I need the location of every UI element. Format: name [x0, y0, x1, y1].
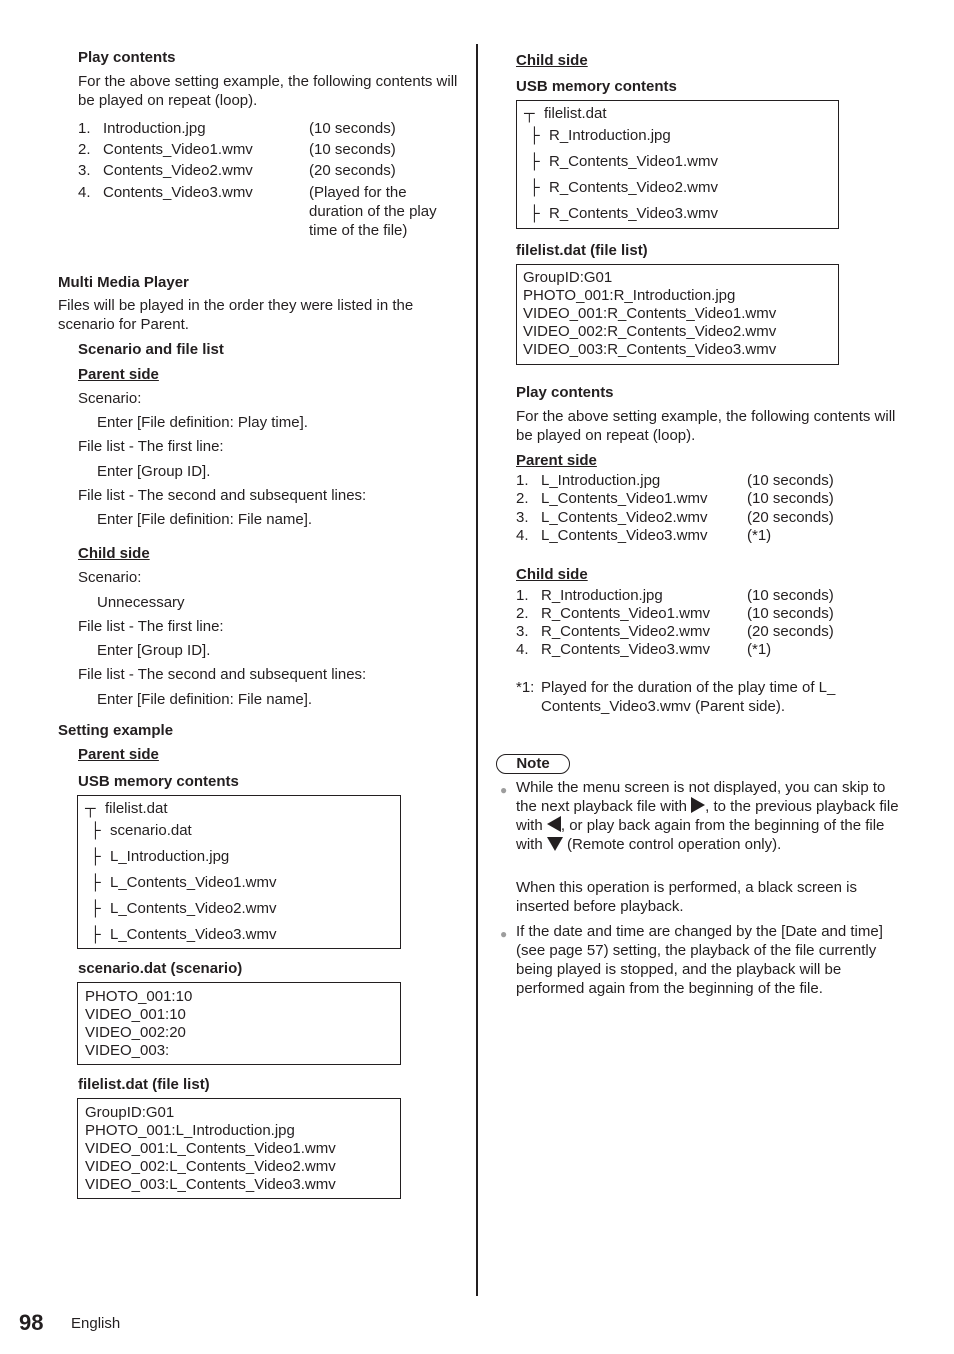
tree-root [85, 799, 168, 819]
item-value: (*1) [747, 641, 772, 658]
play-next-icon [691, 797, 705, 813]
setting-parent-side-label: Parent side [78, 746, 159, 763]
column-divider [476, 44, 478, 1296]
note-bullet-1: ● [500, 783, 508, 797]
right-play-contents-intro: For the above setting example, the following contents will be played on repeat (loop). [516, 408, 896, 444]
tree-branch-icon: ├ [90, 900, 101, 917]
child-side-label: Child side [78, 545, 150, 562]
mmp-intro: Files will be played in the order they were listed in the scenario for Parent. [58, 297, 414, 333]
filelist-line: VIDEO_001:L_Contents_Video1.wmv [85, 1140, 336, 1157]
item-number: 3. [516, 623, 529, 640]
scenario-dat-heading: scenario.dat (scenario) [78, 960, 243, 977]
parent-filelist-first-label: File list - The first line: [78, 438, 224, 455]
note-1-part-d: (Remote control operation only). [567, 836, 782, 853]
item-value: (20 seconds) [747, 509, 834, 526]
filelist-line: VIDEO_003:L_Contents_Video3.wmv [85, 1176, 336, 1193]
tree-item-label: R_Introduction.jpg [549, 127, 671, 144]
tree-item [529, 178, 718, 198]
parent-scenario-desc: Enter [File definition: Play time]. [97, 414, 308, 431]
parent-filelist-second-desc: Enter [File definition: File name]. [97, 511, 313, 528]
filelist-line: GroupID:G01 [85, 1104, 175, 1121]
child-filelist-first-label: File list - The first line: [78, 618, 224, 635]
tree-item-label: R_Contents_Video1.wmv [549, 153, 718, 170]
parent-scenario-label: Scenario: [78, 390, 142, 407]
filelist-line: PHOTO_001:R_Introduction.jpg [523, 287, 736, 304]
tree-branch-icon: ├ [90, 848, 101, 865]
play-contents-intro: For the above setting example, the following contents will be played on repeat (loop). [78, 73, 458, 109]
tree-item [529, 204, 718, 224]
tree-item-label: R_Contents_Video2.wmv [549, 179, 718, 196]
note-1-part-c: , or play back again from the beginning of the file with [516, 817, 885, 853]
note-item-1 [516, 778, 901, 854]
item-value: (10 seconds) [747, 587, 834, 604]
child-filelist-second-desc: Enter [File definition: File name]. [97, 691, 313, 708]
filelist-line: VIDEO_003:R_Contents_Video3.wmv [523, 341, 777, 358]
tree-root-icon: ┬ [524, 105, 535, 122]
scenario-file-list-heading: Scenario and file list [78, 341, 224, 358]
footnote-mark: *1: [516, 679, 535, 696]
item-name: Introduction.jpg [103, 120, 206, 137]
right-play-contents-heading: Play contents [516, 384, 614, 401]
tree-item-label: L_Contents_Video2.wmv [110, 900, 277, 917]
item-number: 1. [78, 120, 91, 137]
item-name: R_Contents_Video3.wmv [541, 641, 710, 658]
filelist-line: GroupID:G01 [523, 269, 613, 286]
item-number: 2. [516, 605, 529, 622]
tree-item-label: L_Contents_Video3.wmv [110, 926, 277, 943]
footnote-text: Played for the duration of the play time of L_ Contents_Video3.wmv (Parent side). [541, 679, 836, 715]
tree-branch-icon: ├ [529, 153, 540, 170]
tree-branch-icon: ├ [529, 127, 540, 144]
tree-branch-icon: ├ [90, 822, 101, 839]
play-contents-heading: Play contents [78, 49, 176, 66]
item-number: 1. [516, 587, 529, 604]
mmp-heading: Multi Media Player [58, 274, 189, 291]
scenario-dat-box [77, 982, 401, 1065]
parent-play-list [516, 471, 896, 547]
item-name: L_Contents_Video2.wmv [541, 509, 708, 526]
tree-item [529, 126, 671, 146]
tree-root-icon: ┬ [85, 800, 96, 817]
right-child-side-label: Child side [516, 52, 588, 69]
tree-item [90, 873, 277, 893]
scenario-line: VIDEO_003: [85, 1042, 170, 1059]
child-scenario-label: Scenario: [78, 569, 142, 586]
item-value: (10 seconds) [747, 490, 834, 507]
scenario-line: PHOTO_001:10 [85, 988, 193, 1005]
item-value: (*1) [747, 527, 772, 544]
tree-item [90, 925, 277, 945]
item-number: 3. [516, 509, 529, 526]
item-number: 2. [78, 141, 91, 158]
item-value: (Played for the duration of the play time of the file) [309, 184, 437, 239]
child-filelist-second-label: File list - The second and subsequent lines: [78, 666, 367, 683]
child-filelist-first-desc: Enter [Group ID]. [97, 642, 211, 659]
item-number: 3. [78, 162, 91, 179]
tree-item [90, 847, 229, 867]
tree-item-label: R_Contents_Video3.wmv [549, 205, 718, 222]
filelist-dat-heading: filelist.dat (file list) [78, 1076, 210, 1093]
item-number: 1. [516, 472, 529, 489]
right-parent-side-label: Parent side [516, 452, 597, 469]
note-item-2: If the date and time are changed by the [Date and time] (see page 57) setting, the playback of the file currently being played is stopped, and the playback will be performed again from the beginning of the file. [516, 923, 883, 997]
item-name: L_Contents_Video1.wmv [541, 490, 708, 507]
tree-root [524, 104, 607, 124]
note-item-1-extra: When this operation is performed, a black screen is inserted before playback. [516, 879, 857, 915]
item-value: (10 seconds) [747, 605, 834, 622]
right-child-side-label-2: Child side [516, 566, 588, 583]
tree-item [90, 899, 277, 919]
item-name: Contents_Video3.wmv [103, 184, 253, 201]
item-value: (20 seconds) [309, 162, 396, 179]
note-1-part-b: , to the previous playback file with [516, 798, 899, 834]
play-contents-list [78, 119, 458, 249]
tree-branch-icon: ├ [90, 926, 101, 943]
usb-memory-heading: USB memory contents [78, 773, 239, 790]
right-usb-memory-heading: USB memory contents [516, 78, 677, 95]
note-bullet-2: ● [500, 927, 508, 941]
parent-side-label: Parent side [78, 366, 159, 383]
item-name: Contents_Video2.wmv [103, 162, 253, 179]
item-name: R_Contents_Video2.wmv [541, 623, 710, 640]
item-name: R_Contents_Video1.wmv [541, 605, 710, 622]
tree-item-label: L_Introduction.jpg [110, 848, 230, 865]
item-number: 4. [516, 527, 529, 544]
parent-filelist-second-label: File list - The second and subsequent lines: [78, 487, 367, 504]
right-usb-file-tree [516, 100, 839, 229]
child-play-list [516, 586, 896, 662]
setting-example-heading: Setting example [58, 722, 174, 739]
right-filelist-dat-box [516, 264, 839, 365]
scenario-line: VIDEO_001:10 [85, 1006, 186, 1023]
item-value: (20 seconds) [747, 623, 834, 640]
tree-root-label: filelist.dat [544, 105, 607, 122]
tree-item [529, 152, 718, 172]
usb-file-tree [77, 795, 401, 949]
item-name: L_Introduction.jpg [541, 472, 661, 489]
page-number: 98 [19, 1310, 44, 1335]
item-number: 4. [78, 184, 91, 201]
right-filelist-dat-heading: filelist.dat (file list) [516, 242, 648, 259]
tree-branch-icon: ├ [90, 874, 101, 891]
tree-item [90, 821, 192, 841]
item-value: (10 seconds) [309, 120, 396, 137]
note-1-part-a: While the menu screen is not displayed, you can skip to the next playback file with [516, 779, 886, 815]
filelist-line: VIDEO_002:L_Contents_Video2.wmv [85, 1158, 336, 1175]
item-number: 4. [516, 641, 529, 658]
tree-branch-icon: ├ [529, 205, 540, 222]
filelist-dat-box [77, 1098, 401, 1199]
play-previous-icon [547, 816, 561, 832]
parent-filelist-first-desc: Enter [Group ID]. [97, 463, 211, 480]
child-scenario-desc: Unnecessary [97, 594, 185, 611]
item-name: Contents_Video1.wmv [103, 141, 253, 158]
scenario-line: VIDEO_002:20 [85, 1024, 186, 1041]
tree-item-label: scenario.dat [110, 822, 192, 839]
tree-branch-icon: ├ [529, 179, 540, 196]
item-value: (10 seconds) [309, 141, 396, 158]
item-value: (10 seconds) [747, 472, 834, 489]
filelist-line: VIDEO_001:R_Contents_Video1.wmv [523, 305, 777, 322]
filelist-line: VIDEO_002:R_Contents_Video2.wmv [523, 323, 777, 340]
play-down-icon [547, 837, 563, 851]
footer-language: English [71, 1315, 121, 1332]
note-label: Note [496, 754, 570, 774]
tree-item-label: L_Contents_Video1.wmv [110, 874, 277, 891]
item-name: R_Introduction.jpg [541, 587, 663, 604]
item-number: 2. [516, 490, 529, 507]
item-name: L_Contents_Video3.wmv [541, 527, 708, 544]
tree-root-label: filelist.dat [105, 800, 168, 817]
filelist-line: PHOTO_001:L_Introduction.jpg [85, 1122, 295, 1139]
